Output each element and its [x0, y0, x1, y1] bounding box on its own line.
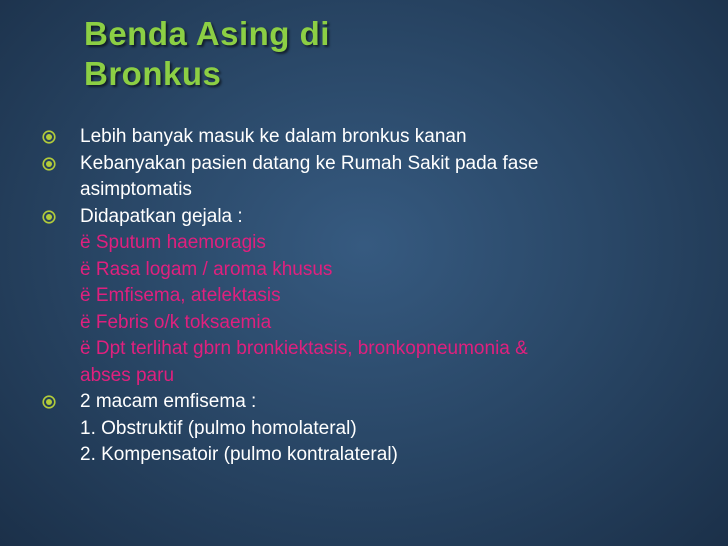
bullet-item — [42, 389, 702, 469]
symptom-item: ë Dpt terlihat gbrn bronkiektasis, bronkopneumonia & — [80, 338, 528, 359]
slide-title — [84, 14, 330, 94]
emfisema-type: 2. Kompensatoir (pulmo kontralateral) — [80, 444, 398, 465]
slide-title-line-2: Bronkus — [84, 55, 222, 92]
circle-dot-icon — [42, 157, 56, 171]
circle-dot-icon — [42, 130, 56, 144]
symptom-item: ë Rasa logam / aroma khusus — [80, 258, 333, 280]
bullet-text: Didapatkan gejala : — [80, 205, 243, 227]
bullet-item — [42, 151, 702, 204]
emfisema-type: 1. Obstruktif (pulmo homolateral) — [80, 417, 357, 439]
bullet-text: 2 macam emfisema : — [80, 391, 257, 412]
symptom-item: ë Emfisema, atelektasis — [80, 285, 281, 306]
slide-title-line-1: Benda Asing di — [84, 15, 330, 52]
bullet-list — [42, 124, 702, 469]
bullet-text: Kebanyakan pasien datang ke Rumah Sakit pada fase — [80, 152, 539, 174]
circle-dot-icon — [42, 395, 56, 409]
symptom-item-continued: abses paru — [80, 364, 175, 386]
circle-dot-icon — [42, 210, 56, 224]
symptom-item: ë Febris o/k toksaemia — [80, 311, 272, 333]
symptom-item: ë Sputum haemoragis — [80, 232, 266, 253]
bullet-item — [42, 124, 702, 151]
bullet-text: Lebih banyak masuk ke dalam bronkus kanan — [80, 126, 467, 147]
bullet-item — [42, 204, 702, 390]
bullet-text-continued: asimptomatis — [80, 179, 192, 200]
